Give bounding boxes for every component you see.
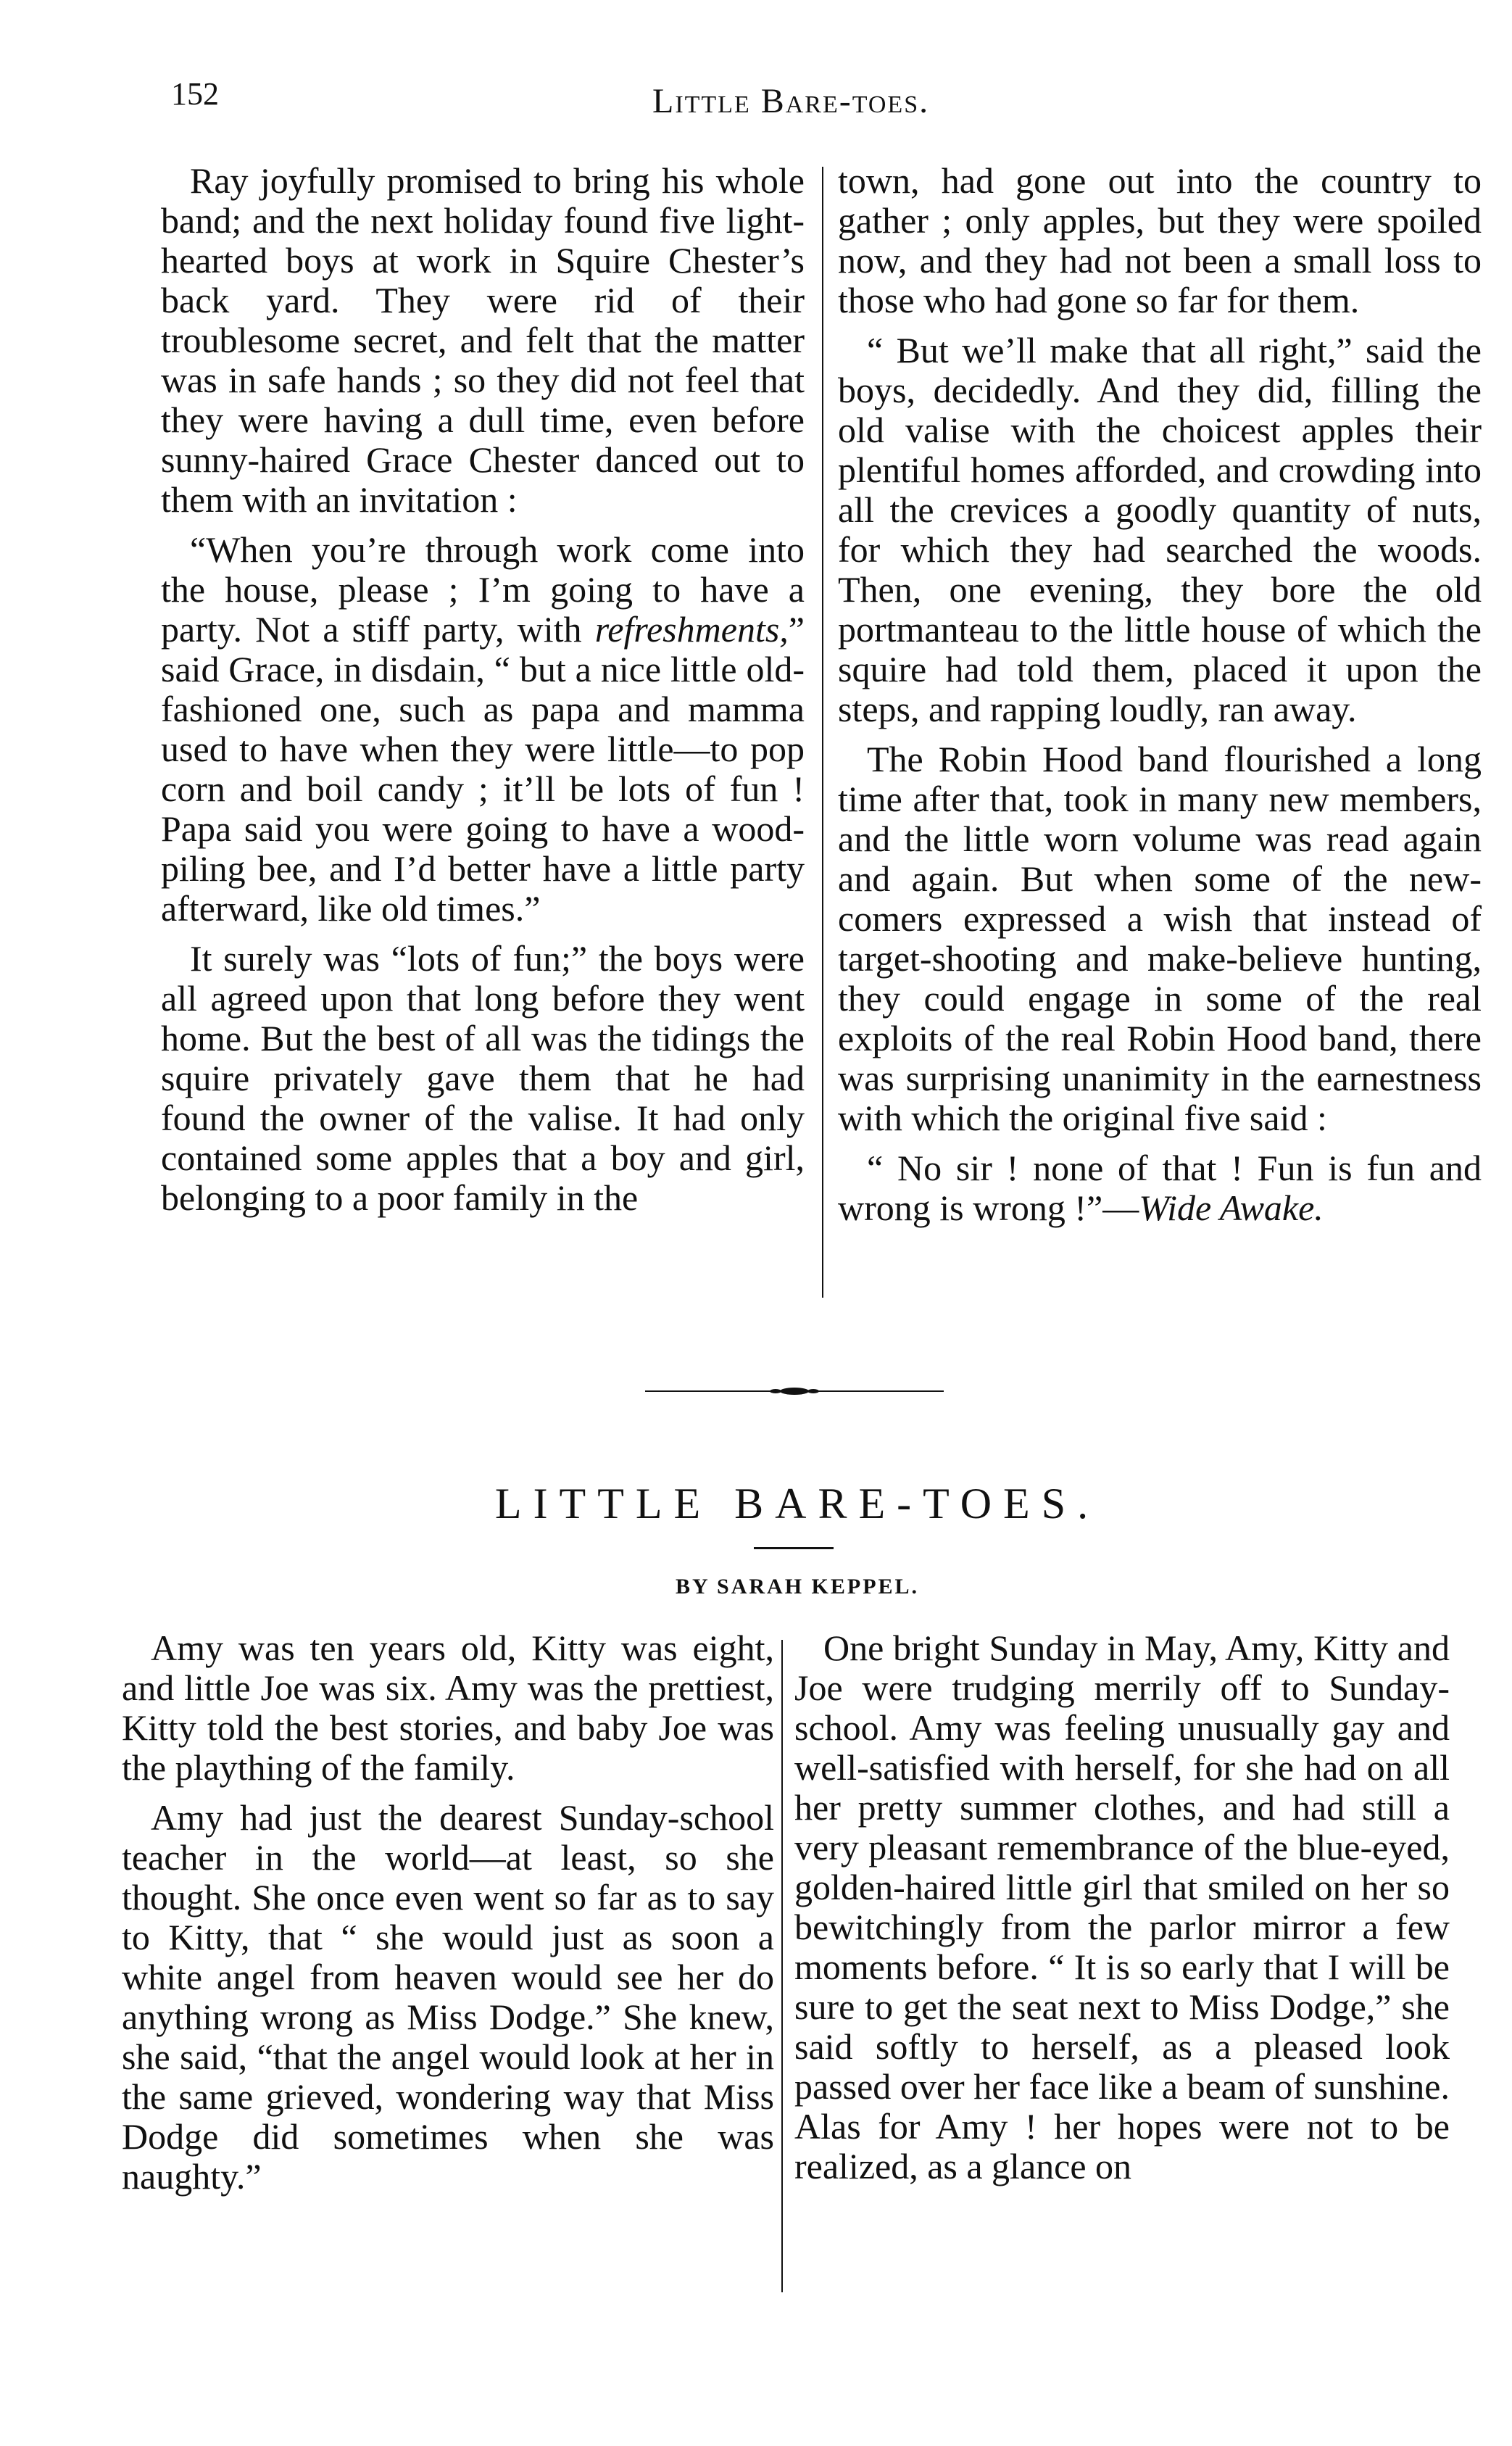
page-number: 152 bbox=[171, 76, 219, 112]
title-rule bbox=[754, 1547, 834, 1549]
top-right-column bbox=[838, 161, 1482, 1228]
column-rule bbox=[781, 1640, 783, 2292]
paragraph bbox=[838, 1148, 1482, 1228]
paragraph: One bright Sunday in May, Amy, Kitty and Joe were trudging merrily off to Sunday-school. Amy was feeling unusually gay and well-satisfied with herself, for she had on all her pretty summer clothes, and had still a very pleasant remembrance of the blue-eyed, golden-haired little girl that smiled on her so bewitchingly from the parlor mirror a few moments before. “ It is so early that I will be sure to get the seat next to Miss Dodge,” she said softly to herself, as a pleased look passed over her face like a beam of sunshine. Alas for Amy ! her hopes were not to be realized, as a glance on bbox=[794, 1628, 1450, 2186]
running-head: Little Bare-toes. bbox=[652, 82, 930, 120]
column-rule bbox=[822, 167, 823, 1298]
source-citation: Wide Awake. bbox=[1139, 1187, 1324, 1228]
paragraph: “ But we’ll make that all right,” said the boys, decidedly. And they did, filling the old valise with the choicest apples their plentiful homes afforded, and crowding into all the crevices a goodly quantity of nuts, for which they had searched the woods. Then, one evening, they bore the old portmanteau to the little house of which the squire had told them, placed it upon the steps, and rapping loudly, ran away. bbox=[838, 330, 1482, 729]
paragraph-text: ” said Grace, in disdain, “ but a nice little old-fashioned one, such as papa and mamma used to have when they were little—to pop corn and boil candy ; it’ll be lots of fun ! Papa said you were going to have a wood-piling bee, and I’d better have a little party afterward, like old times.” bbox=[161, 609, 805, 929]
bottom-right-column bbox=[794, 1628, 1450, 2186]
paragraph: Ray joyfully promised to bring his whole band; and the next holiday found five light-hearted boys at work in Squire Chester’s back yard. They were rid of their troublesome secret, and felt that the matter was in safe hands ; so they did not feel that they were having a dull time, even before sunny-haired Grace Chester danced out to them with an invitation : bbox=[161, 160, 805, 520]
ornament-divider bbox=[645, 1386, 944, 1396]
article-title: LITTLE BARE-TOES. bbox=[494, 1480, 1100, 1527]
paragraph: The Robin Hood band flourished a long time after that, took in many new members, and the little worn volume was read again and again. But when some of the new-comers expressed a wish that instead of target-shooting and make-believe hunting, they could engage in some of the real exploits of the real Robin Hood band, there was surprising unanimity in the earnestness with which the original five said : bbox=[838, 739, 1482, 1138]
paragraph-text: “When you’re through work come into the house, please ; I’m going to have a party. Not a stiff party, with bbox=[161, 529, 805, 650]
paragraph: Amy had just the dearest Sunday-school teacher in the world—at least, so she thought. She once even went so far as to say to Kitty, that “ she would just as soon a white angel from heaven would see her do anything wrong as Miss Dodge.” She knew, she said, “that the angel would look at her in the same grieved, wondering way that Miss Dodge did sometimes when she was naughty.” bbox=[122, 1797, 774, 2197]
byline: BY SARAH KEPPEL. bbox=[675, 1575, 920, 1599]
bottom-left-column bbox=[122, 1628, 774, 2197]
paragraph bbox=[161, 530, 805, 929]
emphasis: refreshments, bbox=[594, 609, 789, 650]
paragraph: Amy was ten years old, Kitty was eight, and little Joe was six. Amy was the prettiest, Kitty told the best stories, and baby Joe was the plaything of the family. bbox=[122, 1628, 774, 1788]
paragraph: town, had gone out into the country to gather ; only apples, but they were spoiled now, and they had not been a small loss to those who had gone so far for them. bbox=[838, 160, 1482, 320]
top-left-column bbox=[161, 161, 805, 1218]
paragraph-text: “ No sir ! none of that ! Fun is fun and wrong is wrong !”— bbox=[838, 1148, 1482, 1228]
paragraph: It surely was “lots of fun;” the boys were all agreed upon that long before they went home. But the best of all was the tidings the squire privately gave them that he had found the owner of the valise. It had only contained some apples that a boy and girl, belonging to a poor family in the bbox=[161, 938, 805, 1218]
